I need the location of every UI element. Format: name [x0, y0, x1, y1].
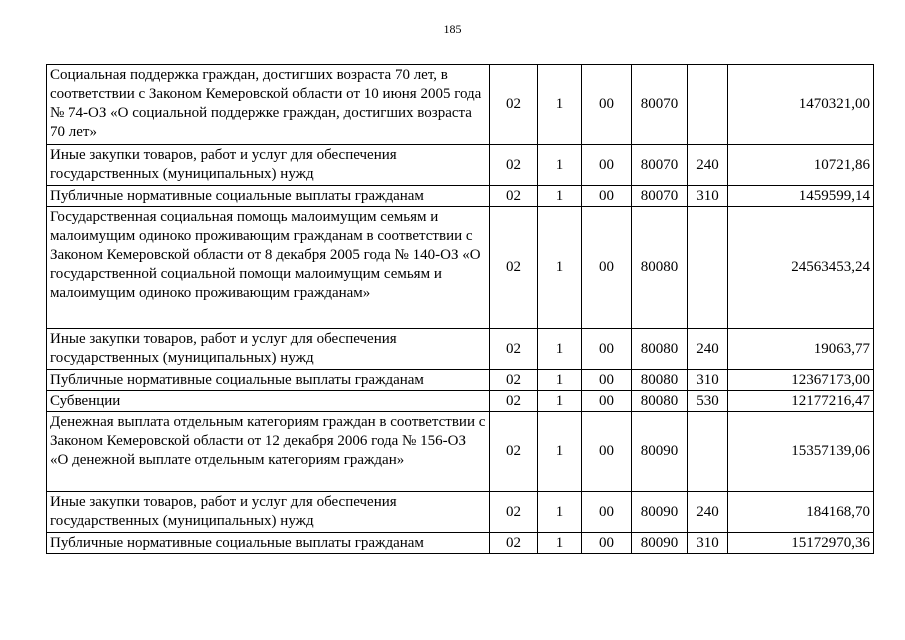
subprogram-code: 00 [582, 329, 632, 370]
subprogram-code: 00 [582, 492, 632, 533]
section-code: 02 [490, 65, 538, 145]
table-row [47, 370, 874, 391]
program-code: 1 [538, 65, 582, 145]
direction-code: 80080 [632, 370, 688, 391]
expense-type-code [688, 65, 728, 145]
amount: 12367173,00 [728, 370, 874, 391]
subprogram-code: 00 [582, 207, 632, 329]
section-code: 02 [490, 329, 538, 370]
direction-code: 80080 [632, 207, 688, 329]
amount: 15357139,06 [728, 412, 874, 492]
subprogram-code: 00 [582, 145, 632, 186]
section-code: 02 [490, 492, 538, 533]
section-code: 02 [490, 533, 538, 554]
amount: 24563453,24 [728, 207, 874, 329]
section-code: 02 [490, 145, 538, 186]
table-row [47, 65, 874, 145]
direction-code: 80090 [632, 492, 688, 533]
table-row [47, 186, 874, 207]
expense-type-code: 310 [688, 533, 728, 554]
section-code: 02 [490, 412, 538, 492]
program-code: 1 [538, 370, 582, 391]
direction-code: 80070 [632, 145, 688, 186]
direction-code: 80080 [632, 391, 688, 412]
expense-type-code [688, 412, 728, 492]
direction-code: 80090 [632, 533, 688, 554]
table-row [47, 492, 874, 533]
amount: 10721,86 [728, 145, 874, 186]
program-code: 1 [538, 533, 582, 554]
table-row [47, 533, 874, 554]
direction-code: 80080 [632, 329, 688, 370]
subprogram-code: 00 [582, 412, 632, 492]
amount: 12177216,47 [728, 391, 874, 412]
program-code: 1 [538, 391, 582, 412]
row-description: Иные закупки товаров, работ и услуг для обеспечения государственных (муниципальных) нужд [47, 492, 490, 533]
page-number: 185 [443, 22, 462, 36]
row-description: Иные закупки товаров, работ и услуг для обеспечения государственных (муниципальных) нужд [47, 329, 490, 370]
row-description: Публичные нормативные социальные выплаты гражданам [47, 186, 490, 207]
amount: 1470321,00 [728, 65, 874, 145]
row-description: Субвенции [47, 391, 490, 412]
direction-code: 80070 [632, 65, 688, 145]
program-code: 1 [538, 412, 582, 492]
program-code: 1 [538, 186, 582, 207]
subprogram-code: 00 [582, 65, 632, 145]
expense-type-code: 240 [688, 145, 728, 186]
table-row [47, 412, 874, 492]
section-code: 02 [490, 391, 538, 412]
table-row [47, 329, 874, 370]
section-code: 02 [490, 207, 538, 329]
expense-type-code: 310 [688, 186, 728, 207]
direction-code: 80090 [632, 412, 688, 492]
program-code: 1 [538, 329, 582, 370]
table-row [47, 207, 874, 329]
row-description: Денежная выплата отдельным категориям граждан в соответствии с Законом Кемеровской области от 12 декабря 2006 года № 156-ОЗ «О денежной выплате отдельным категориям граждан» [47, 412, 490, 492]
subprogram-code: 00 [582, 186, 632, 207]
amount: 19063,77 [728, 329, 874, 370]
budget-table [46, 64, 874, 554]
amount: 15172970,36 [728, 533, 874, 554]
row-description: Иные закупки товаров, работ и услуг для обеспечения государственных (муниципальных) нужд [47, 145, 490, 186]
expense-type-code: 310 [688, 370, 728, 391]
table-row [47, 145, 874, 186]
section-code: 02 [490, 370, 538, 391]
expense-type-code [688, 207, 728, 329]
row-description: Государственная социальная помощь малоимущим семьям и малоимущим одиноко проживающим гражданам в соответствии с Законом Кемеровской области от 8 декабря 2005 года № 140-ОЗ «О государственной социальной помощи малоимущим семьям и малоимущим одиноко проживающим гражданам» [47, 207, 490, 329]
section-code: 02 [490, 186, 538, 207]
row-description: Социальная поддержка граждан, достигших возраста 70 лет, в соответствии с Законом Кемеровской области от 10 июня 2005 года № 74-ОЗ «О социальной поддержке граждан, достигших возраста 70 лет» [47, 65, 490, 145]
program-code: 1 [538, 492, 582, 533]
expense-type-code: 240 [688, 492, 728, 533]
table-row [47, 391, 874, 412]
row-description: Публичные нормативные социальные выплаты гражданам [47, 370, 490, 391]
row-description: Публичные нормативные социальные выплаты гражданам [47, 533, 490, 554]
program-code: 1 [538, 145, 582, 186]
subprogram-code: 00 [582, 391, 632, 412]
subprogram-code: 00 [582, 533, 632, 554]
program-code: 1 [538, 207, 582, 329]
amount: 184168,70 [728, 492, 874, 533]
direction-code: 80070 [632, 186, 688, 207]
expense-type-code: 240 [688, 329, 728, 370]
subprogram-code: 00 [582, 370, 632, 391]
expense-type-code: 530 [688, 391, 728, 412]
amount: 1459599,14 [728, 186, 874, 207]
